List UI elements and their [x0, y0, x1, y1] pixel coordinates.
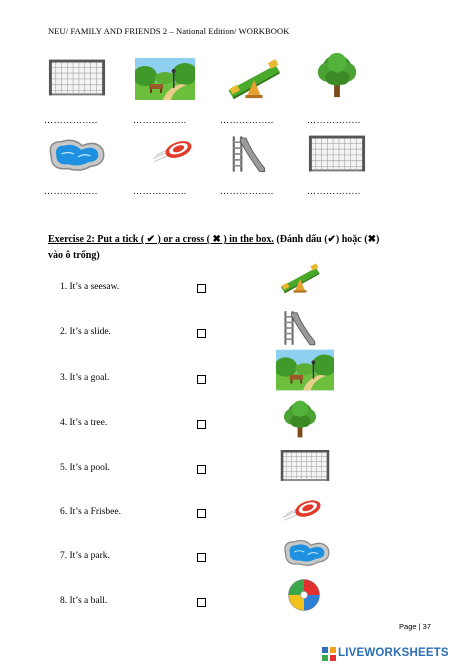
goal-icon	[48, 55, 106, 99]
exercise-item-2: 2. It’s a slide.	[60, 327, 111, 337]
liveworksheets-logo[interactable]	[316, 641, 474, 669]
answer-blank-8[interactable]: ……………..	[307, 186, 361, 196]
exercise-item-5: 5. It’s a pool.	[60, 463, 110, 473]
tick-box-8[interactable]	[197, 598, 206, 607]
slide-icon	[278, 308, 318, 348]
exercise-2-translation: (Đánh dấu (✔) hoặc (✖)	[273, 234, 380, 245]
answer-blank-1[interactable]: ……………..	[44, 115, 98, 125]
tree-icon	[280, 399, 320, 439]
answer-blank-3[interactable]: ……………..	[220, 115, 274, 125]
tick-box-3[interactable]	[197, 375, 206, 384]
exercise-2-translation-line2: vào ô trống)	[48, 250, 100, 261]
exercise-item-8: 8. It’s a ball.	[60, 596, 108, 606]
ball-icon	[286, 577, 322, 613]
seesaw-icon	[276, 259, 324, 299]
tick-box-6[interactable]	[197, 509, 206, 518]
exercise-item-4: 4. It’s a tree.	[60, 418, 108, 428]
exercise-item-7: 7. It’s a park.	[60, 551, 110, 561]
answer-blank-2[interactable]: ……………..	[133, 115, 187, 125]
frisbee-icon	[150, 131, 195, 171]
tree-icon	[313, 50, 361, 100]
answer-blank-6[interactable]: ……………..	[133, 186, 187, 196]
park-icon	[135, 55, 195, 103]
page-header: NEU/ FAMILY AND FRIENDS 2 – National Edition/ WORKBOOK	[48, 26, 290, 36]
tick-box-7[interactable]	[197, 553, 206, 562]
tick-box-2[interactable]	[197, 329, 206, 338]
answer-blank-5[interactable]: ……………..	[44, 186, 98, 196]
frisbee-icon	[280, 494, 324, 526]
seesaw-icon	[222, 58, 286, 102]
exercise-2-title	[48, 232, 438, 264]
exercise-item-1: 1. It’s a seesaw.	[60, 282, 120, 292]
tick-box-5[interactable]	[197, 465, 206, 474]
pool-icon	[45, 133, 107, 175]
exercise-item-6: 6. It’s a Frisbee.	[60, 507, 121, 517]
answer-blank-7[interactable]: ……………..	[220, 186, 274, 196]
goal-icon	[308, 133, 366, 173]
tick-box-1[interactable]	[197, 284, 206, 293]
liveworksheets-text: LIVEWORKSHEETS	[338, 647, 449, 659]
pool-icon	[280, 535, 332, 569]
tick-box-4[interactable]	[197, 420, 206, 429]
exercise-2-instruction: Exercise 2: Put a tick ( ✔ ) or a cross ( ✖ ) in the box.	[48, 234, 274, 245]
answer-blank-4[interactable]: ……………..	[307, 115, 361, 125]
slide-icon	[226, 133, 268, 175]
goal-icon	[280, 448, 330, 482]
park-icon	[276, 348, 334, 392]
page-number: Page | 37	[399, 622, 431, 631]
liveworksheets-icon	[322, 647, 336, 661]
exercise-item-3: 3. It’s a goal.	[60, 373, 110, 383]
